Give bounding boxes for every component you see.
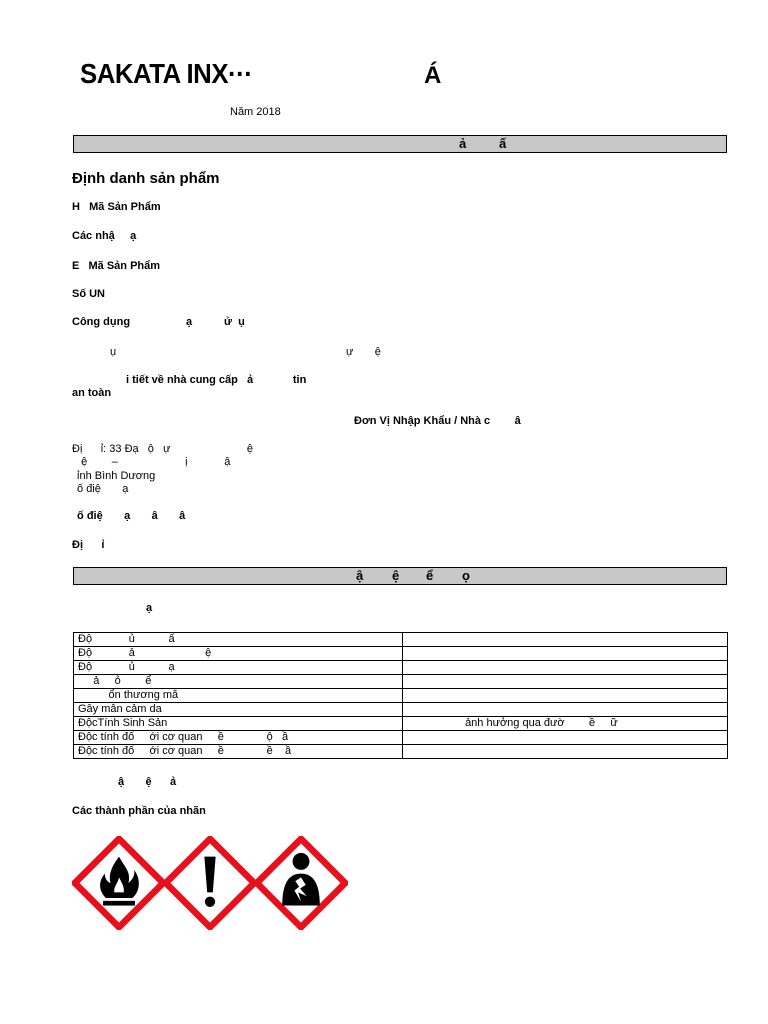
health-hazard-icon (254, 836, 348, 930)
table-row (74, 731, 728, 745)
e-code-label: E Mã Sản Phẩm (72, 260, 161, 272)
revision-year: Năm 2018 (230, 106, 281, 118)
company-logo: SAKATA INX··· (80, 58, 253, 89)
supplier-details-label: i tiết về nhà cung cấp ả tin (126, 374, 307, 386)
table-row (74, 675, 728, 689)
section-1-fragment: ả (459, 136, 467, 151)
hazard-category-cell (403, 745, 728, 759)
un-number-label: Số UN (72, 288, 105, 300)
use-fragment: ạ (186, 316, 193, 328)
section-2-header (73, 567, 727, 585)
exclamation-icon (163, 836, 257, 930)
hazard-category-cell: ảnh hưởng qua đườ ề ữ (403, 717, 728, 731)
hazard-class-cell: Gây mẫn cảm da (74, 703, 403, 717)
use-label: Công dụng (72, 316, 131, 328)
table-row (74, 633, 728, 647)
other-names-label: Các nhậ ạ (72, 230, 137, 242)
label-elements-heading: Các thành phần của nhãn (72, 805, 206, 817)
h-code-label: H Mã Sản Phẩm (72, 201, 161, 213)
table-row (74, 647, 728, 661)
table-row (74, 703, 728, 717)
hazard-class-cell: Độc tính đố ới cơ quan ề ộ ầ (74, 731, 403, 745)
hazard-category-cell (403, 675, 728, 689)
hazard-class-cell: ĐộcTính Sinh Sản (74, 717, 403, 731)
use-detail-fragment: ụ (110, 346, 117, 358)
table-row (74, 661, 728, 675)
hazard-category-cell (403, 633, 728, 647)
hazard-class-cell: Độc tính đố ới cơ quan ề ề ầ (74, 745, 403, 759)
phone-label: ố điệ ạ â â (74, 510, 186, 522)
hazard-class-cell: Độ ủ ạ (74, 661, 403, 675)
hazard-class-cell: ả ỏ ể (74, 675, 403, 689)
section-2-fragment: ể (426, 568, 434, 583)
section-2-fragment: ậ (356, 568, 364, 583)
table-row (74, 689, 728, 703)
hazard-category-cell (403, 703, 728, 717)
use-detail-fragment: ự ệ (346, 346, 381, 358)
hazard-class-cell: ổn thương mắ (74, 689, 403, 703)
use-fragment: ử ụ (224, 316, 245, 328)
product-identification-heading: Định danh sản phẩm (72, 170, 220, 187)
hazard-category-cell (403, 689, 728, 703)
hazard-category-cell (403, 731, 728, 745)
hazard-class-cell: Độ ủ ấ (74, 633, 403, 647)
section-1-fragment: ấ (499, 136, 507, 151)
hazard-category-cell (403, 661, 728, 675)
hazard-class-cell: Độ ả ệ (74, 647, 403, 661)
section-2-fragment: ệ (392, 568, 400, 583)
hazard-classification-table (73, 632, 728, 759)
email-label: Đị ỉ (72, 539, 105, 551)
hazard-category-cell (403, 647, 728, 661)
address-line: ỉnh Bình Dương (74, 470, 156, 482)
address-line: ệ – ị ậ (72, 456, 231, 468)
label-elements-fragment: ậ ệ ả (118, 776, 177, 788)
table-row (74, 717, 728, 731)
address-line: ố điệ ạ (74, 483, 129, 495)
classification-label: ạ (146, 602, 153, 614)
address-line: Đị ỉ: 33 Đạ ộ ự ệ (72, 443, 253, 455)
section-2-fragment: ọ (462, 568, 470, 583)
supplier-details-label-2: an toàn (72, 387, 112, 399)
document-title: Á (424, 62, 442, 89)
section-1-header (73, 135, 727, 153)
importer-label: Đơn Vị Nhập Khẩu / Nhà c â (354, 415, 521, 427)
flame-icon (72, 836, 166, 930)
table-row (74, 745, 728, 759)
